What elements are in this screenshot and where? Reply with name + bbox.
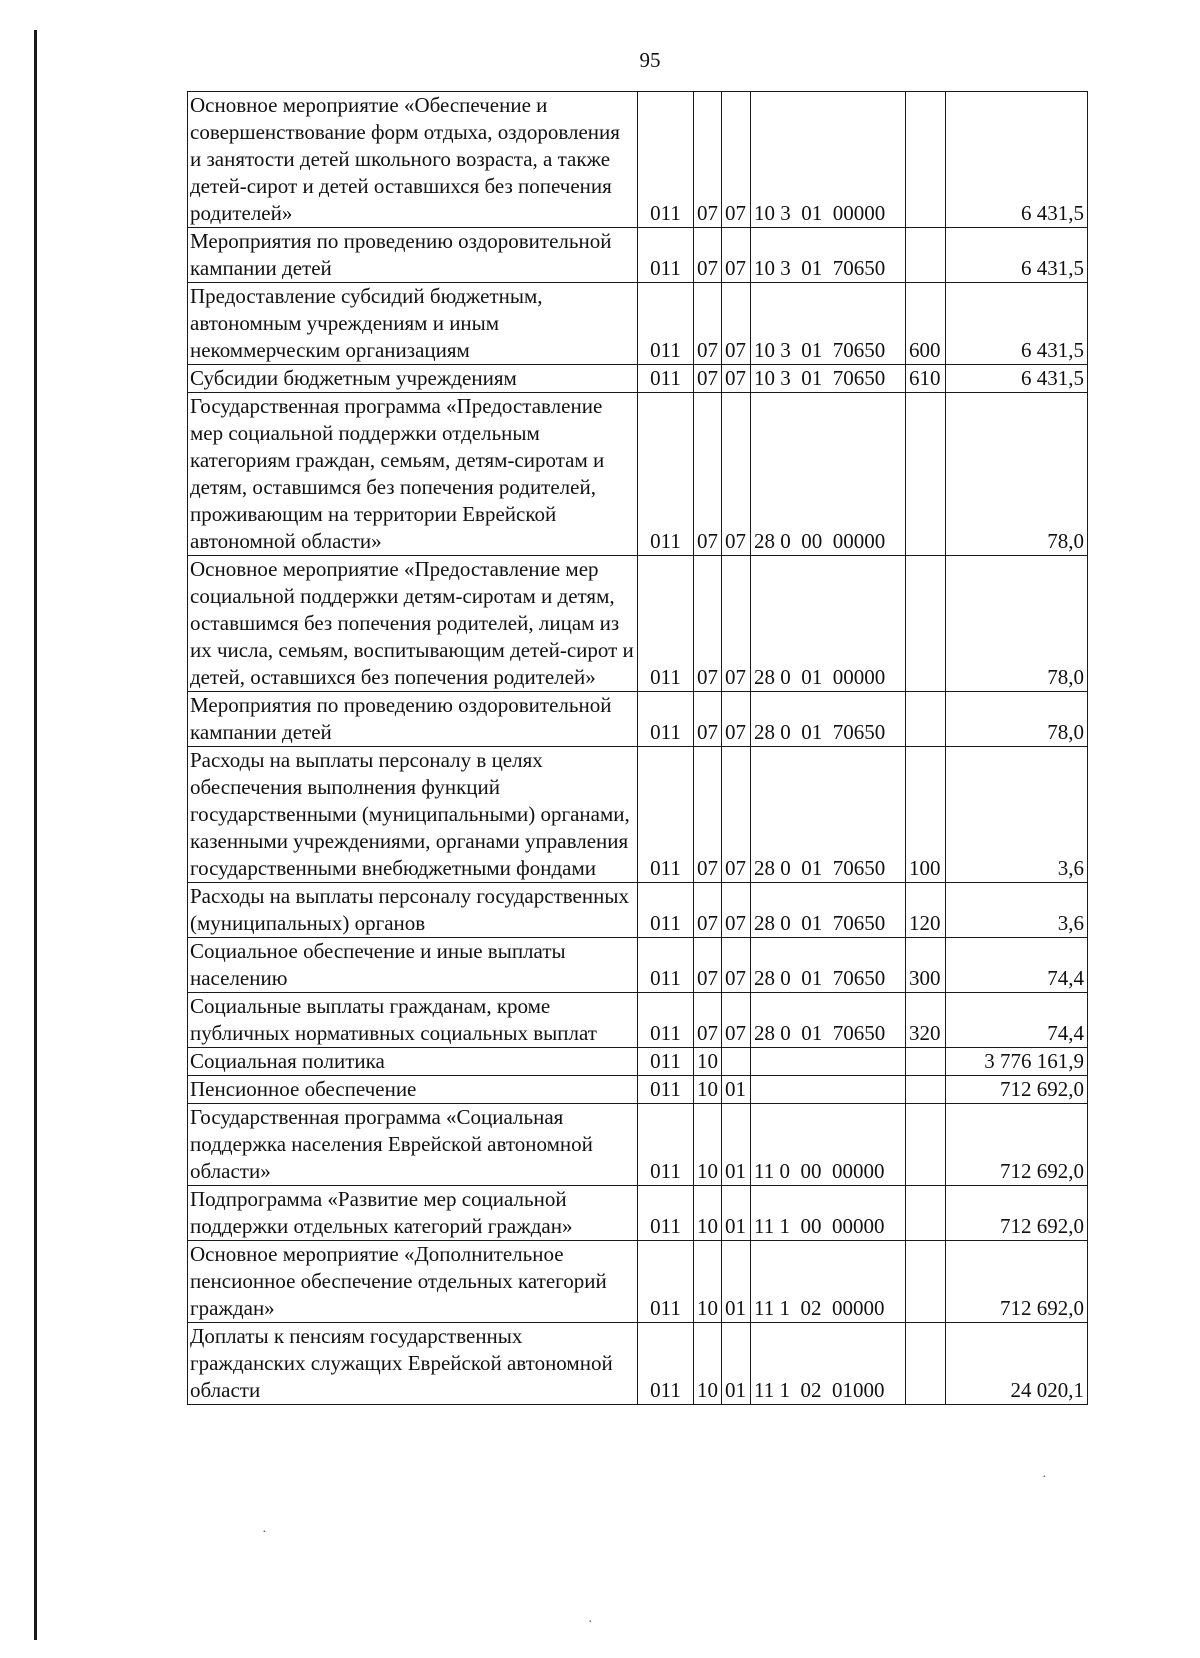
ved-code-cell: 011	[638, 393, 694, 556]
section-code-cell: 10	[694, 1241, 722, 1323]
table-row	[188, 938, 1088, 993]
amount-cell: 6 431,5	[946, 228, 1088, 283]
row-name-cell: Государственная программа «Предоставление мер социальной поддержки отдельным категориям граждан, семьям, детям-сиротам и детям, оставшимся без попечения родителей, проживающим на территории Еврейской автономной области»	[188, 393, 638, 556]
amount-cell: 3 776 161,9	[946, 1048, 1088, 1076]
table-row	[188, 883, 1088, 938]
subsection-code-cell: 07	[722, 993, 751, 1048]
section-code-cell: 10	[694, 1186, 722, 1241]
expense-type-cell	[906, 393, 946, 556]
ved-code-cell: 011	[638, 692, 694, 747]
ved-code-cell: 011	[638, 883, 694, 938]
section-code-cell: 07	[694, 747, 722, 883]
target-article-cell: 11 0 00 00000	[751, 1104, 906, 1186]
ved-code-cell: 011	[638, 1048, 694, 1076]
expense-type-cell: 320	[906, 993, 946, 1048]
amount-cell: 712 692,0	[946, 1076, 1088, 1104]
section-code-cell: 10	[694, 1048, 722, 1076]
target-article-cell	[751, 1076, 906, 1104]
target-article-cell: 10 3 01 70650	[751, 283, 906, 365]
expense-type-cell	[906, 1241, 946, 1323]
subsection-code-cell: 01	[722, 1104, 751, 1186]
expense-type-cell	[906, 1048, 946, 1076]
target-article-cell: 10 3 01 70650	[751, 228, 906, 283]
expense-type-cell: 100	[906, 747, 946, 883]
row-name-cell: Расходы на выплаты персоналу государственных (муниципальных) органов	[188, 883, 638, 938]
table-row	[188, 1323, 1088, 1405]
row-name-cell: Расходы на выплаты персоналу в целях обеспечения выполнения функций государственными (муниципальными) органами, казенными учреждениями, органами управления государственными внебюджетными фондами	[188, 747, 638, 883]
table-row	[188, 1048, 1088, 1076]
amount-cell: 74,4	[946, 938, 1088, 993]
table-row	[188, 228, 1088, 283]
row-name-cell: Субсидии бюджетным учреждениям	[188, 365, 638, 393]
target-article-cell: 11 1 00 00000	[751, 1186, 906, 1241]
amount-cell: 712 692,0	[946, 1186, 1088, 1241]
table-row	[188, 365, 1088, 393]
table-row	[188, 1241, 1088, 1323]
ved-code-cell: 011	[638, 1186, 694, 1241]
target-article-cell: 10 3 01 00000	[751, 92, 906, 228]
scan-speck: ·	[262, 1525, 267, 1540]
table-row	[188, 692, 1088, 747]
budget-table	[187, 91, 1088, 1405]
target-article-cell: 28 0 01 70650	[751, 692, 906, 747]
target-article-cell: 28 0 01 00000	[751, 556, 906, 692]
section-code-cell: 07	[694, 938, 722, 993]
expense-type-cell	[906, 692, 946, 747]
expense-type-cell: 120	[906, 883, 946, 938]
section-code-cell: 07	[694, 883, 722, 938]
expense-type-cell	[906, 1104, 946, 1186]
target-article-cell: 28 0 00 00000	[751, 393, 906, 556]
subsection-code-cell: 07	[722, 692, 751, 747]
expense-type-cell: 600	[906, 283, 946, 365]
table-row	[188, 1186, 1088, 1241]
target-article-cell: 28 0 01 70650	[751, 993, 906, 1048]
subsection-code-cell: 07	[722, 938, 751, 993]
section-code-cell: 10	[694, 1104, 722, 1186]
amount-cell: 6 431,5	[946, 92, 1088, 228]
table-row	[188, 993, 1088, 1048]
section-code-cell: 10	[694, 1076, 722, 1104]
section-code-cell: 07	[694, 92, 722, 228]
row-name-cell: Мероприятия по проведению оздоровительной кампании детей	[188, 228, 638, 283]
row-name-cell: Доплаты к пенсиям государственных гражданских служащих Еврейской автономной области	[188, 1323, 638, 1405]
target-article-cell: 11 1 02 01000	[751, 1323, 906, 1405]
ved-code-cell: 011	[638, 993, 694, 1048]
ved-code-cell: 011	[638, 228, 694, 283]
ved-code-cell: 011	[638, 556, 694, 692]
expense-type-cell	[906, 1076, 946, 1104]
ved-code-cell: 011	[638, 283, 694, 365]
subsection-code-cell: 07	[722, 556, 751, 692]
section-code-cell: 07	[694, 393, 722, 556]
table-row	[188, 747, 1088, 883]
section-code-cell: 07	[694, 228, 722, 283]
target-article-cell: 28 0 01 70650	[751, 883, 906, 938]
section-code-cell: 07	[694, 692, 722, 747]
subsection-code-cell: 07	[722, 747, 751, 883]
budget-table-body	[188, 92, 1088, 1405]
amount-cell: 78,0	[946, 556, 1088, 692]
ved-code-cell: 011	[638, 365, 694, 393]
ved-code-cell: 011	[638, 1104, 694, 1186]
amount-cell: 24 020,1	[946, 1323, 1088, 1405]
row-name-cell: Социальная политика	[188, 1048, 638, 1076]
table-row	[188, 283, 1088, 365]
row-name-cell: Подпрограмма «Развитие мер социальной поддержки отдельных категорий граждан»	[188, 1186, 638, 1241]
section-code-cell: 07	[694, 283, 722, 365]
subsection-code-cell: 07	[722, 228, 751, 283]
amount-cell: 6 431,5	[946, 283, 1088, 365]
expense-type-cell	[906, 92, 946, 228]
ved-code-cell: 011	[638, 1076, 694, 1104]
target-article-cell: 28 0 01 70650	[751, 938, 906, 993]
subsection-code-cell	[722, 1048, 751, 1076]
row-name-cell: Основное мероприятие «Обеспечение и совершенствование форм отдыха, оздоровления и занятости детей школьного возраста, а также детей-сирот и детей оставшихся без попечения родителей»	[188, 92, 638, 228]
target-article-cell: 10 3 01 70650	[751, 365, 906, 393]
row-name-cell: Государственная программа «Социальная поддержка населения Еврейской автономной области»	[188, 1104, 638, 1186]
row-name-cell: Пенсионное обеспечение	[188, 1076, 638, 1104]
amount-cell: 712 692,0	[946, 1104, 1088, 1186]
amount-cell: 78,0	[946, 393, 1088, 556]
amount-cell: 712 692,0	[946, 1241, 1088, 1323]
ved-code-cell: 011	[638, 1241, 694, 1323]
binding-edge-line	[34, 30, 37, 1640]
ved-code-cell: 011	[638, 747, 694, 883]
row-name-cell: Социальные выплаты гражданам, кроме публичных нормативных социальных выплат	[188, 993, 638, 1048]
section-code-cell: 10	[694, 1323, 722, 1405]
amount-cell: 3,6	[946, 747, 1088, 883]
subsection-code-cell: 07	[722, 92, 751, 228]
scan-speck: ·	[588, 1615, 593, 1630]
row-name-cell: Основное мероприятие «Предоставление мер социальной поддержки детям-сиротам и детям, оставшимся без попечения родителей, лицам из их числа, семьям, воспитывающим детей-сирот и детей, оставшихся без попечения родителей»	[188, 556, 638, 692]
section-code-cell: 07	[694, 556, 722, 692]
expense-type-cell: 610	[906, 365, 946, 393]
row-name-cell: Предоставление субсидий бюджетным, автономным учреждениям и иным некоммерческим организациям	[188, 283, 638, 365]
subsection-code-cell: 01	[722, 1323, 751, 1405]
row-name-cell: Основное мероприятие «Дополнительное пенсионное обеспечение отдельных категорий граждан»	[188, 1241, 638, 1323]
subsection-code-cell: 07	[722, 883, 751, 938]
ved-code-cell: 011	[638, 938, 694, 993]
row-name-cell: Мероприятия по проведению оздоровительной кампании детей	[188, 692, 638, 747]
expense-type-cell	[906, 1323, 946, 1405]
subsection-code-cell: 07	[722, 393, 751, 556]
section-code-cell: 07	[694, 365, 722, 393]
amount-cell: 6 431,5	[946, 365, 1088, 393]
target-article-cell	[751, 1048, 906, 1076]
section-code-cell: 07	[694, 993, 722, 1048]
amount-cell: 74,4	[946, 993, 1088, 1048]
table-row	[188, 92, 1088, 228]
target-article-cell: 11 1 02 00000	[751, 1241, 906, 1323]
ved-code-cell: 011	[638, 1323, 694, 1405]
table-row	[188, 1076, 1088, 1104]
expense-type-cell	[906, 556, 946, 692]
expense-type-cell: 300	[906, 938, 946, 993]
subsection-code-cell: 01	[722, 1241, 751, 1323]
table-row	[188, 556, 1088, 692]
expense-type-cell	[906, 1186, 946, 1241]
table-row	[188, 393, 1088, 556]
scan-speck: ·	[1042, 1470, 1047, 1485]
subsection-code-cell: 07	[722, 365, 751, 393]
ved-code-cell: 011	[638, 92, 694, 228]
amount-cell: 78,0	[946, 692, 1088, 747]
subsection-code-cell: 07	[722, 283, 751, 365]
target-article-cell: 28 0 01 70650	[751, 747, 906, 883]
expense-type-cell	[906, 228, 946, 283]
row-name-cell: Социальное обеспечение и иные выплаты населению	[188, 938, 638, 993]
table-row	[188, 1104, 1088, 1186]
subsection-code-cell: 01	[722, 1186, 751, 1241]
subsection-code-cell: 01	[722, 1076, 751, 1104]
amount-cell: 3,6	[946, 883, 1088, 938]
page-number: 95	[639, 48, 661, 72]
